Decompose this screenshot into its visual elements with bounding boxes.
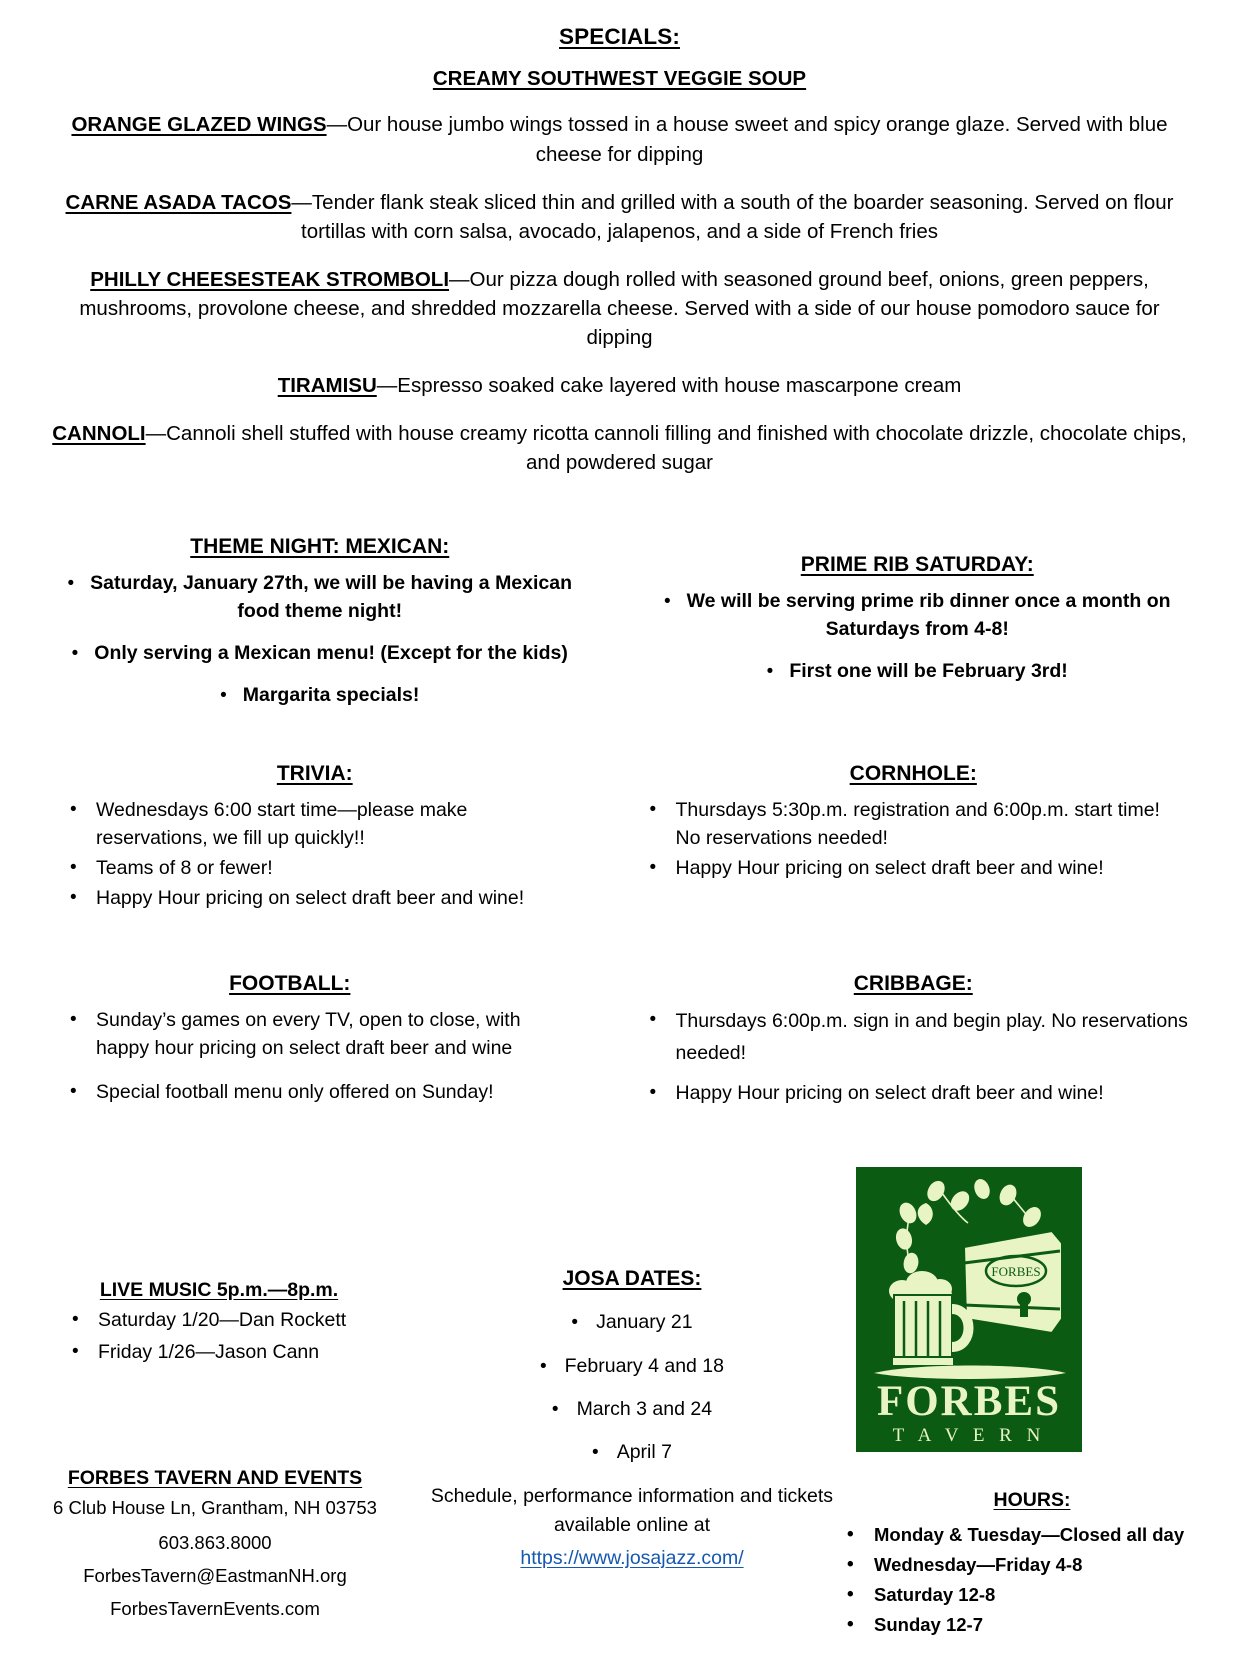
list-item: • Saturday 1/20—Dan Rockett xyxy=(54,1306,384,1336)
logo-artwork xyxy=(856,1167,1082,1452)
special-desc: —Cannoli shell stuffed with house creamy ricotta cannoli filling and finished with chocolate drizzle, chocolate chips, and powdered sugar xyxy=(145,422,1187,475)
prime-rib-heading: PRIME RIB SATURDAY: xyxy=(800,552,1034,576)
cornhole-section xyxy=(620,762,1198,914)
list-item xyxy=(412,1352,852,1380)
list-item-text: Saturday, January 27th, we will be having a Mexican food theme night! xyxy=(90,571,573,622)
list-item-text: Only serving a Mexican menu! (Except for the kids) xyxy=(94,641,568,664)
special-item xyxy=(42,419,1197,477)
specials-section xyxy=(42,24,1197,478)
list-item-text: First one will be February 3rd! xyxy=(789,659,1068,682)
list-item-text: March 3 and 24 xyxy=(576,1397,713,1420)
trivia-section xyxy=(42,762,620,914)
list-item: • Saturday 12-8 xyxy=(822,1580,1239,1610)
list-item: • Sunday’s games on every TV, open to close, with happy hour pricing on select draft beer and wine xyxy=(58,1006,522,1062)
prime-rib-list xyxy=(660,587,1176,686)
cribbage-heading: CRIBBAGE: xyxy=(853,972,973,995)
hours-heading: HOURS: xyxy=(993,1489,1071,1512)
business-name: FORBES TAVERN AND EVENTS xyxy=(67,1467,363,1490)
list-item xyxy=(412,1308,852,1336)
soup-special: CREAMY SOUTHWEST VEGGIE SOUP xyxy=(432,66,807,90)
football-section xyxy=(42,972,620,1109)
forbes-tavern-logo xyxy=(856,1167,1082,1452)
list-item: • Teams of 8 or fewer! xyxy=(58,854,572,882)
special-name: ORANGE GLAZED WINGS xyxy=(71,113,327,137)
list-item xyxy=(660,657,1176,685)
cornhole-heading: CORNHOLE: xyxy=(849,761,977,785)
events-row-2 xyxy=(42,762,1197,914)
events-row-3 xyxy=(42,972,1197,1109)
list-item: • Friday 1/26—Jason Cann xyxy=(54,1338,384,1368)
business-address: 6 Club House Ln, Grantham, NH 03753 xyxy=(53,1497,377,1519)
list-item: • Special football menu only offered on Sunday! xyxy=(58,1078,522,1106)
special-desc: —Our pizza dough rolled with seasoned ground beef, onions, green peppers, mushrooms, provolone cheese, and shredded mozzarella cheese. Served with a side of our house pomodoro sauce for dipping xyxy=(79,267,1160,350)
special-desc: —Our house jumbo wings tossed in a house sweet and spicy orange glaze. Served with blue cheese for dipping xyxy=(326,113,1168,166)
list-item: • Monday & Tuesday—Closed all day xyxy=(822,1520,1239,1550)
football-heading: FOOTBALL: xyxy=(229,972,351,995)
list-item: • Sunday 12-7 xyxy=(822,1610,1239,1640)
josa-heading: JOSA DATES: xyxy=(562,1267,702,1291)
special-desc: —Tender flank steak sliced thin and grilled with a south of the boarder seasoning. Served on flour tortillas with corn salsa, avocado, jalapenos, and a side of French fries xyxy=(291,190,1174,243)
list-item-text: We will be serving prime rib dinner once a month on Saturdays from 4-8! xyxy=(686,589,1171,640)
hours-section xyxy=(822,1489,1239,1640)
list-item: • Happy Hour pricing on select draft beer and wine! xyxy=(638,854,1190,882)
special-name: CARNE ASADA TACOS xyxy=(65,190,292,214)
list-item: • Wednesdays 6:00 start time—please make reservations, we fill up quickly!! xyxy=(58,796,572,852)
list-item xyxy=(660,587,1176,643)
special-item xyxy=(42,188,1197,246)
list-item: • Happy Hour pricing on select draft beer and wine! xyxy=(638,1079,1190,1107)
list-item: • Wednesday—Friday 4-8 xyxy=(822,1550,1239,1580)
josa-date-list xyxy=(412,1308,852,1466)
cribbage-section xyxy=(620,972,1198,1109)
list-item: • Happy Hour pricing on select draft beer and wine! xyxy=(58,884,572,912)
footer-area xyxy=(42,1167,1197,1637)
special-item xyxy=(42,265,1197,352)
events-row-1 xyxy=(42,497,1197,724)
cornhole-list xyxy=(638,796,1190,882)
business-website[interactable]: ForbesTavernEvents.com xyxy=(110,1597,320,1619)
special-name: CANNOLI xyxy=(52,422,146,446)
list-item xyxy=(412,1395,852,1423)
business-phone[interactable]: 603.863.8000 xyxy=(158,1532,272,1554)
list-item xyxy=(50,569,590,625)
list-item xyxy=(412,1438,852,1466)
list-item xyxy=(50,639,590,667)
theme-night-list xyxy=(50,569,590,710)
list-item-text: Margarita specials! xyxy=(242,684,420,707)
josa-note: Schedule, performance information and tickets available online at xyxy=(430,1484,834,1537)
cribbage-list xyxy=(638,1006,1190,1107)
special-name: TIRAMISU xyxy=(277,374,377,398)
business-email[interactable]: ForbesTavern@EastmanNH.org xyxy=(83,1564,347,1586)
live-music-section xyxy=(54,1279,384,1369)
trivia-list xyxy=(58,796,572,912)
special-name: PHILLY CHEESESTEAK STROMBOLI xyxy=(90,267,450,291)
list-item-text: February 4 and 18 xyxy=(564,1354,724,1377)
logo-sub-text: T A V E R N xyxy=(892,1425,1046,1447)
josa-website-link[interactable]: https://www.josajazz.com/ xyxy=(520,1546,744,1569)
josa-dates-section xyxy=(412,1267,852,1570)
contact-section xyxy=(50,1467,380,1630)
prime-rib-section xyxy=(620,553,1198,724)
list-item xyxy=(50,681,590,709)
barrel-label: FORBES xyxy=(991,1264,1041,1280)
special-item xyxy=(42,110,1197,168)
live-music-list xyxy=(54,1306,384,1367)
list-item-text: April 7 xyxy=(616,1441,672,1464)
logo-brand-text: FORBES xyxy=(876,1378,1062,1426)
football-list xyxy=(58,1006,522,1106)
list-item: • Thursdays 6:00p.m. sign in and begin play. No reservations needed! xyxy=(638,1006,1190,1069)
special-item xyxy=(42,371,1197,400)
live-music-heading: LIVE MUSIC 5p.m.—8p.m. xyxy=(99,1279,339,1302)
special-desc: —Espresso soaked cake layered with house mascarpone cream xyxy=(376,374,962,398)
list-item-text: January 21 xyxy=(596,1311,693,1334)
list-item: • Thursdays 5:30p.m. registration and 6:00p.m. start time! No reservations needed! xyxy=(638,796,1190,852)
hours-list xyxy=(822,1520,1239,1640)
theme-night-heading: THEME NIGHT: MEXICAN: xyxy=(190,534,450,558)
specials-title: SPECIALS: xyxy=(559,24,680,49)
theme-night-section xyxy=(42,535,620,724)
trivia-heading: TRIVIA: xyxy=(276,761,353,785)
